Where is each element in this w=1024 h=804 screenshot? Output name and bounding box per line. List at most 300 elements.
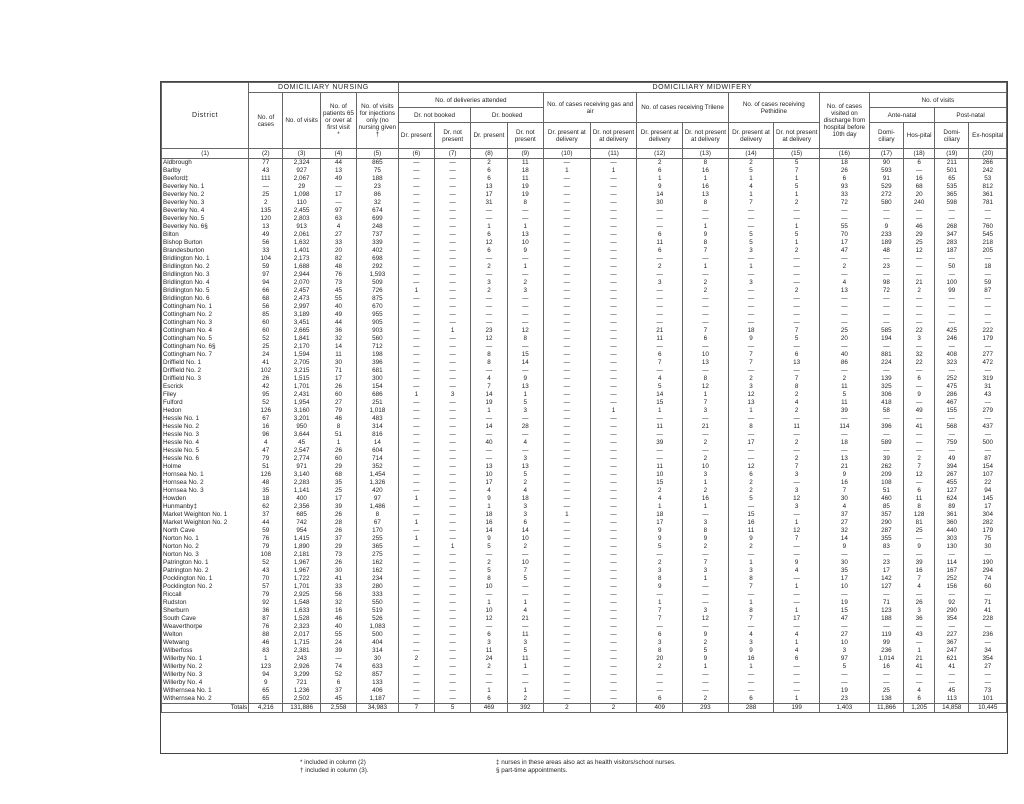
table-row — [162, 543, 1007, 551]
table-cell: 4 — [904, 687, 935, 695]
table-cell: — — [637, 215, 683, 223]
district-name: Hornsea No. 2 — [162, 479, 249, 487]
table-cell: 194 — [869, 335, 903, 343]
table-cell: — — [543, 599, 590, 607]
table-cell: 20 — [820, 335, 870, 343]
table-cell: — — [935, 415, 969, 423]
table-cell: 1 — [637, 175, 683, 183]
table-cell: 52 — [249, 399, 283, 407]
table-cell: 49 — [935, 455, 969, 463]
table-cell: — — [398, 695, 434, 704]
table-cell: 2,705 — [283, 359, 320, 367]
table-cell: — — [471, 319, 507, 327]
table-cell: — — [434, 383, 470, 391]
table-cell: — — [683, 583, 729, 591]
table-cell: 9 — [728, 535, 774, 543]
table-cell: — — [683, 343, 729, 351]
table-cell: — — [543, 447, 590, 455]
table-cell: 145 — [969, 495, 1007, 503]
table-cell: 9 — [728, 335, 774, 343]
district-name: Holme — [162, 463, 249, 471]
district-name: Barlby — [162, 167, 249, 175]
table-cell: 42 — [249, 383, 283, 391]
table-cell: 22 — [904, 327, 935, 335]
table-cell: — — [774, 319, 820, 327]
table-cell: 3 — [507, 511, 543, 519]
table-cell: — — [969, 311, 1007, 319]
visits-header: No. of visits — [283, 93, 320, 149]
table-cell: 48 — [320, 263, 356, 271]
table-cell: 3 — [434, 391, 470, 399]
table-cell: 1,632 — [283, 239, 320, 247]
table-cell: — — [398, 343, 434, 351]
table-cell: — — [869, 303, 903, 311]
table-cell: 6 — [774, 351, 820, 359]
table-cell: 1,083 — [357, 623, 399, 631]
table-cell: — — [434, 583, 470, 591]
table-cell: 550 — [357, 599, 399, 607]
table-cell: 205 — [969, 247, 1007, 255]
table-cell: 21 — [683, 423, 729, 431]
table-cell: 52 — [249, 335, 283, 343]
totals-row — [162, 704, 1007, 713]
table-cell: 13 — [820, 287, 870, 295]
table-row — [162, 343, 1007, 351]
table-cell: 14 — [357, 439, 399, 447]
table-cell: 46 — [249, 639, 283, 647]
table-cell: 2 — [683, 287, 729, 295]
table-cell: — — [434, 335, 470, 343]
table-cell: 8 — [637, 647, 683, 655]
table-row — [162, 583, 1007, 591]
table-cell: — — [590, 679, 637, 687]
district-name: Cottingham No. 1 — [162, 303, 249, 311]
table-cell: 1 — [590, 407, 637, 415]
table-cell: — — [637, 431, 683, 439]
table-cell: — — [969, 447, 1007, 455]
table-cell: 7 — [820, 487, 870, 495]
present-delivery-header: Dr. present at delivery — [637, 123, 683, 149]
table-cell: 1,187 — [357, 695, 399, 704]
table-cell: 2 — [820, 375, 870, 383]
table-cell: — — [904, 415, 935, 423]
dr-not-present-header: Dr. not present — [507, 123, 543, 149]
table-cell: 96 — [249, 431, 283, 439]
table-cell: — — [590, 303, 637, 311]
table-cell: 123 — [869, 607, 903, 615]
table-cell: 56 — [320, 591, 356, 599]
table-cell: — — [637, 679, 683, 687]
table-cell: — — [507, 551, 543, 559]
table-cell: 26 — [820, 167, 870, 175]
table-cell: — — [398, 583, 434, 591]
table-cell: 26 — [904, 599, 935, 607]
table-cell: — — [904, 623, 935, 631]
table-cell: 3,189 — [283, 311, 320, 319]
district-name: Aldbrough — [162, 159, 249, 168]
table-cell: 2 — [683, 695, 729, 704]
table-cell: — — [774, 511, 820, 519]
table-cell: 1 — [637, 599, 683, 607]
table-cell: 354 — [935, 615, 969, 623]
table-cell: — — [590, 551, 637, 559]
table-cell: — — [398, 431, 434, 439]
table-cell: 781 — [969, 199, 1007, 207]
table-cell: — — [434, 639, 470, 647]
table-cell: 4 — [774, 647, 820, 655]
table-cell: — — [507, 415, 543, 423]
table-cell: — — [869, 215, 903, 223]
table-cell: 10 — [637, 471, 683, 479]
table-cell: 1 — [398, 391, 434, 399]
table-cell: 2 — [820, 263, 870, 271]
table-cell: 60 — [249, 327, 283, 335]
table-cell: — — [543, 159, 590, 168]
table-row — [162, 551, 1007, 559]
table-cell: — — [969, 367, 1007, 375]
table-cell: — — [728, 623, 774, 631]
table-cell: 138 — [869, 695, 903, 704]
table-cell: 30 — [820, 559, 870, 567]
table-cell: 15 — [637, 479, 683, 487]
table-cell: 509 — [357, 279, 399, 287]
table-cell: 1,688 — [283, 263, 320, 271]
district-name: Norton No. 2 — [162, 543, 249, 551]
table-cell: — — [590, 463, 637, 471]
table-cell: — — [434, 663, 470, 671]
table-cell: 12 — [471, 335, 507, 343]
table-cell: 3 — [683, 471, 729, 479]
table-cell: — — [434, 319, 470, 327]
district-name: Bridlington No. 4 — [162, 279, 249, 287]
table-cell: — — [774, 207, 820, 215]
dr-not-present-header: Dr. not present — [434, 123, 470, 149]
table-cell: — — [904, 447, 935, 455]
table-cell: — — [820, 215, 870, 223]
table-cell: 4 — [249, 439, 283, 447]
table-cell: 9 — [820, 543, 870, 551]
table-cell: 67 — [357, 519, 399, 527]
table-cell: — — [434, 439, 470, 447]
table-cell: 8 — [683, 159, 729, 168]
table-cell: — — [398, 559, 434, 567]
table-row — [162, 615, 1007, 623]
table-cell: — — [471, 623, 507, 631]
table-cell: — — [774, 551, 820, 559]
table-cell: 1 — [728, 175, 774, 183]
table-cell: 1 — [398, 495, 434, 503]
table-cell: — — [543, 551, 590, 559]
district-name: Beverley No. 1 — [162, 183, 249, 191]
table-cell: 954 — [283, 527, 320, 535]
table-cell: 11 — [507, 655, 543, 663]
table-cell: — — [774, 343, 820, 351]
table-cell: 101 — [969, 695, 1007, 704]
table-cell: 2,944 — [283, 271, 320, 279]
table-cell: — — [507, 295, 543, 303]
table-cell: 2 — [637, 559, 683, 567]
table-row — [162, 503, 1007, 511]
table-cell: 9 — [507, 375, 543, 383]
table-cell: — — [434, 647, 470, 655]
table-row — [162, 359, 1007, 367]
district-name: Driffield No. 2 — [162, 367, 249, 375]
table-cell: 1,486 — [357, 503, 399, 511]
table-cell: 91 — [869, 175, 903, 183]
colnum: (4) — [320, 149, 356, 159]
table-cell: 79 — [249, 455, 283, 463]
table-cell: — — [590, 247, 637, 255]
table-cell: — — [434, 559, 470, 567]
table-cell: 4 — [820, 503, 870, 511]
table-cell: 22 — [904, 359, 935, 367]
table-cell: 437 — [969, 423, 1007, 431]
table-cell: — — [434, 239, 470, 247]
table-cell: — — [434, 279, 470, 287]
table-cell: 11 — [507, 175, 543, 183]
table-cell: 12 — [471, 239, 507, 247]
table-cell: 211 — [935, 159, 969, 168]
table-cell: 6 — [471, 175, 507, 183]
table-cell: — — [543, 191, 590, 199]
table-cell: — — [398, 647, 434, 655]
totals-cell: 469 — [471, 704, 507, 713]
table-cell: 13 — [249, 223, 283, 231]
table-cell: — — [590, 255, 637, 263]
district-name: Bridlington No. 2 — [162, 263, 249, 271]
table-cell: — — [434, 191, 470, 199]
table-cell: 21 — [904, 655, 935, 663]
exhospital-post-header: Ex-hospital — [969, 123, 1007, 149]
table-cell: 303 — [935, 535, 969, 543]
table-cell: 6 — [683, 335, 729, 343]
table-cell: — — [398, 551, 434, 559]
table-cell: — — [398, 383, 434, 391]
table-cell: 12 — [904, 247, 935, 255]
table-cell: — — [434, 255, 470, 263]
table-cell: 9 — [820, 471, 870, 479]
table-cell: 2 — [774, 247, 820, 255]
table-cell: — — [543, 671, 590, 679]
table-cell: 1,954 — [283, 399, 320, 407]
district-name: Wetwang — [162, 639, 249, 647]
table-cell: 2,356 — [283, 503, 320, 511]
table-cell: 280 — [357, 583, 399, 591]
table-cell: — — [434, 495, 470, 503]
table-cell: 4 — [774, 567, 820, 575]
table-cell: 100 — [935, 279, 969, 287]
table-cell: — — [507, 255, 543, 263]
table-cell: 9 — [904, 543, 935, 551]
table-cell: — — [637, 223, 683, 231]
table-cell: 87 — [969, 287, 1007, 295]
table-cell: — — [904, 439, 935, 447]
table-cell: 604 — [357, 447, 399, 455]
table-cell: 74 — [969, 575, 1007, 583]
table-cell: 2,070 — [283, 279, 320, 287]
table-row — [162, 335, 1007, 343]
table-cell: 4 — [904, 583, 935, 591]
table-cell: — — [637, 671, 683, 679]
table-cell: — — [434, 623, 470, 631]
table-cell: 1 — [507, 223, 543, 231]
table-cell: 29 — [320, 463, 356, 471]
totals-cell: 2 — [543, 704, 590, 713]
table-cell: 3,215 — [283, 367, 320, 375]
dr-booked-header: Dr. booked — [471, 108, 544, 123]
table-cell: — — [434, 207, 470, 215]
table-cell: 287 — [869, 527, 903, 535]
table-cell: 279 — [969, 407, 1007, 415]
table-cell: 1,018 — [357, 407, 399, 415]
colnum: (13) — [683, 149, 729, 159]
table-cell: — — [398, 399, 434, 407]
table-cell: 99 — [869, 639, 903, 647]
table-cell: 10 — [820, 639, 870, 647]
table-cell: — — [590, 215, 637, 223]
table-cell: 5 — [637, 543, 683, 551]
table-row — [162, 351, 1007, 359]
table-cell: 440 — [935, 527, 969, 535]
table-cell: 40 — [320, 623, 356, 631]
table-row — [162, 367, 1007, 375]
table-row — [162, 287, 1007, 295]
table-cell: 519 — [357, 607, 399, 615]
statistics-table-sheet — [160, 81, 1008, 754]
table-cell: 5 — [728, 231, 774, 239]
table-cell: 5 — [471, 567, 507, 575]
table-cell: 40 — [471, 439, 507, 447]
table-cell: — — [507, 583, 543, 591]
table-cell: 483 — [357, 415, 399, 423]
table-cell: — — [507, 215, 543, 223]
table-cell: — — [471, 215, 507, 223]
table-cell: — — [434, 415, 470, 423]
table-cell: 89 — [935, 503, 969, 511]
table-cell: 26 — [320, 383, 356, 391]
table-cell: — — [869, 319, 903, 327]
table-cell: 10 — [507, 239, 543, 247]
table-cell: — — [543, 207, 590, 215]
table-cell: — — [398, 487, 434, 495]
table-row — [162, 447, 1007, 455]
table-cell: 3 — [471, 279, 507, 287]
table-cell: 5 — [507, 575, 543, 583]
table-cell: 11 — [774, 423, 820, 431]
district-name: Beverley No. 2 — [162, 191, 249, 199]
table-cell: 32 — [320, 599, 356, 607]
table-row — [162, 399, 1007, 407]
table-cell: — — [471, 303, 507, 311]
table-cell: — — [869, 671, 903, 679]
table-cell: 875 — [357, 295, 399, 303]
table-cell: — — [590, 591, 637, 599]
table-cell: 5 — [507, 399, 543, 407]
table-cell: 396 — [869, 423, 903, 431]
table-cell: — — [398, 679, 434, 687]
table-cell: 6 — [637, 695, 683, 704]
table-cell: 113 — [935, 695, 969, 704]
table-cell: 4 — [637, 495, 683, 503]
table-cell: 1 — [728, 407, 774, 415]
table-cell: — — [398, 375, 434, 383]
table-cell: 1,633 — [283, 607, 320, 615]
table-cell: — — [590, 279, 637, 287]
table-cell: 51 — [869, 487, 903, 495]
table-cell: 33 — [820, 191, 870, 199]
totals-cell: 1,205 — [904, 704, 935, 713]
table-cell: 21 — [904, 279, 935, 287]
table-cell: 1 — [774, 519, 820, 527]
table-cell: 17 — [320, 495, 356, 503]
table-cell: 6 — [471, 695, 507, 704]
table-cell: 1 — [774, 607, 820, 615]
present-delivery-header: Dr. present at delivery — [728, 123, 774, 149]
table-cell: — — [728, 255, 774, 263]
table-cell: 94 — [969, 487, 1007, 495]
table-cell: 1,236 — [283, 687, 320, 695]
table-cell: 3,299 — [283, 671, 320, 679]
table-cell: 365 — [935, 191, 969, 199]
table-row — [162, 663, 1007, 671]
table-cell: — — [507, 447, 543, 455]
table-row — [162, 471, 1007, 479]
table-cell: 1 — [507, 599, 543, 607]
table-cell: 2 — [471, 287, 507, 295]
table-cell: — — [434, 551, 470, 559]
table-cell: 21 — [820, 463, 870, 471]
table-cell: 7 — [728, 359, 774, 367]
table-cell: 455 — [935, 479, 969, 487]
table-cell: 11 — [904, 495, 935, 503]
table-cell: — — [590, 343, 637, 351]
table-cell: 73 — [320, 279, 356, 287]
table-cell: — — [969, 623, 1007, 631]
table-cell: — — [590, 487, 637, 495]
table-cell: 598 — [935, 199, 969, 207]
table-cell: 26 — [320, 559, 356, 567]
table-cell: 65 — [935, 175, 969, 183]
table-cell: 1,722 — [283, 575, 320, 583]
table-cell: 8 — [728, 423, 774, 431]
table-cell: 19 — [820, 687, 870, 695]
table-cell: 360 — [935, 519, 969, 527]
table-cell: — — [590, 615, 637, 623]
table-cell: 36 — [249, 607, 283, 615]
table-cell: 65 — [249, 687, 283, 695]
table-cell: 222 — [969, 327, 1007, 335]
table-cell: — — [320, 655, 356, 663]
table-cell: — — [590, 359, 637, 367]
table-row — [162, 311, 1007, 319]
table-cell: 2 — [774, 407, 820, 415]
table-cell: 1,841 — [283, 335, 320, 343]
not-present-delivery-header: Dr. not present at delivery — [774, 123, 820, 149]
table-cell: 347 — [935, 231, 969, 239]
table-cell: 3 — [904, 607, 935, 615]
district-name: Escrick — [162, 383, 249, 391]
table-cell: 37 — [320, 687, 356, 695]
table-cell: — — [904, 343, 935, 351]
table-cell: — — [935, 319, 969, 327]
table-cell: — — [398, 671, 434, 679]
table-cell: — — [935, 551, 969, 559]
table-cell: 23 — [357, 183, 399, 191]
table-cell: 33 — [320, 239, 356, 247]
table-cell: — — [398, 231, 434, 239]
table-cell: 13 — [683, 191, 729, 199]
table-cell: 1 — [683, 263, 729, 271]
